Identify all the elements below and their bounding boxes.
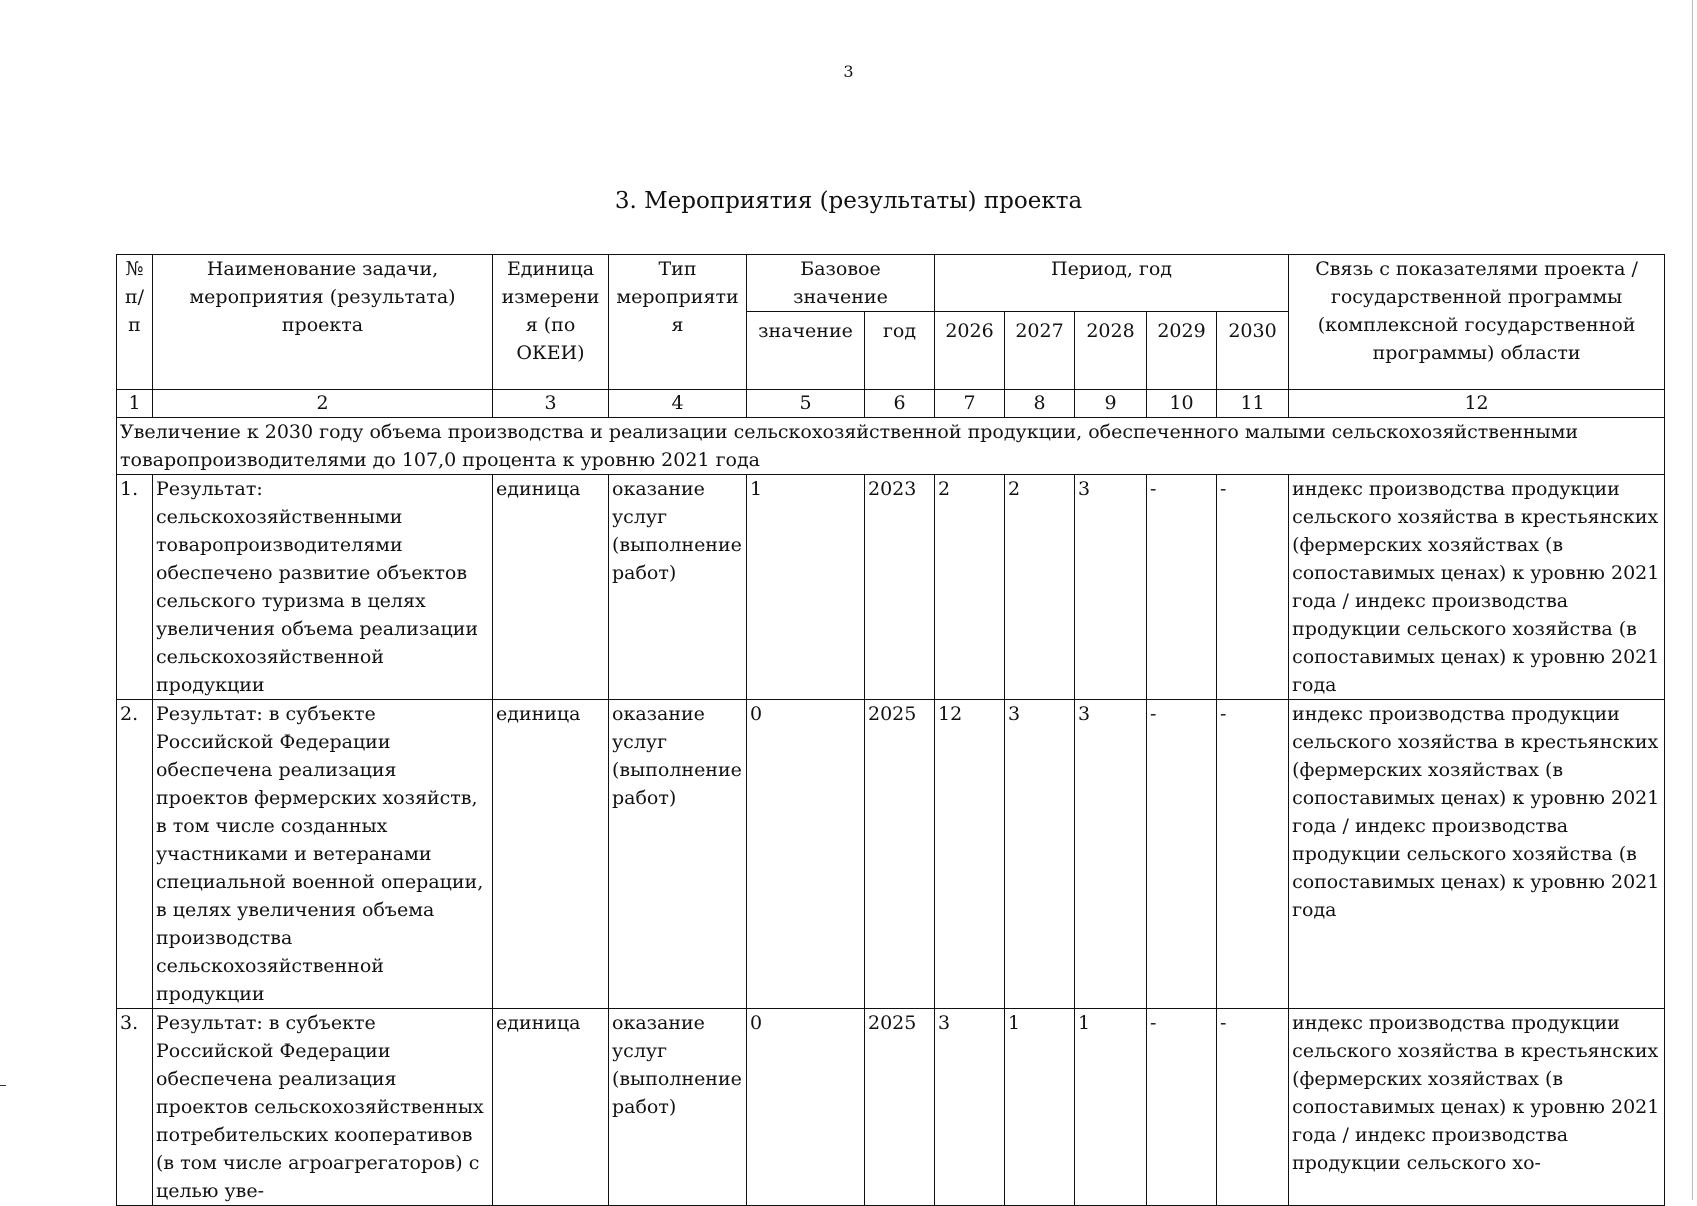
row-2029: - [1147,1009,1217,1206]
row-name: Результат: сельскохозяйственными товаропроизводителями обеспечено развитие объектов сельского туризма в целях увеличения объема реализации сельскохозяйственной продукции [153,475,493,700]
row-link: индекс производства продукции сельского хозяйства в крестьянских (фермерских хозяйствах (в сопоставимых ценах) к уровню 2021 года / индекс производства продукции сельского хозяйства (в сопоставимых ценах) к уровню 2021 года [1289,475,1665,700]
row-name: Результат: в субъекте Российской Федерации обеспечена реализация проектов фермерских хозяйств, в том числе созданных участниками и ветеранами специальной военной операции, в целях увеличения объема производства сельскохозяйственной продукции [153,700,493,1009]
table-row [117,1009,1665,1206]
header-base: Базовое значение [747,255,935,312]
header-year-2028: 2028 [1075,312,1147,390]
header-type: Тип мероприятия [609,255,747,390]
row-name: Результат: в субъекте Российской Федерации обеспечена реализация проектов сельскохозяйственных потребительских кооперативов (в том числе агроагрегаторов) с целью уве- [153,1009,493,1206]
row-type: оказание услуг (выполнение работ) [609,700,747,1009]
header-num: № п/п [117,255,153,390]
projects-table [116,254,1665,1206]
row-base-value: 0 [747,700,865,1009]
row-2028: 1 [1075,1009,1147,1206]
row-unit: единица [493,475,609,700]
column-number: 3 [493,390,609,418]
column-number: 1 [117,390,153,418]
table-row [117,475,1665,700]
row-base-year: 2025 [865,700,935,1009]
row-num: 2. [117,700,153,1009]
row-link: индекс производства продукции сельского хозяйства в крестьянских (фермерских хозяйствах (в сопоставимых ценах) к уровню 2021 года / индекс производства продукции сельского хозяйства (в сопоставимых ценах) к уровню 2021 года [1289,700,1665,1009]
scan-edge-line [1692,0,1693,1200]
row-num: 3. [117,1009,153,1206]
page-number: 3 [843,62,854,81]
column-number: 12 [1289,390,1665,418]
column-number: 8 [1005,390,1075,418]
row-link: индекс производства продукции сельского хозяйства в крестьянских (фермерских хозяйствах (в сопоставимых ценах) к уровню 2021 года / индекс производства продукции сельского хо- [1289,1009,1665,1206]
header-period: Период, год [935,255,1289,312]
row-2027: 1 [1005,1009,1075,1206]
row-unit: единица [493,700,609,1009]
scan-margin-mark [0,1085,6,1086]
row-2028: 3 [1075,475,1147,700]
section-heading: Увеличение к 2030 году объема производства и реализации сельскохозяйственной продукции, обеспеченного малыми сельскохозяйственными товаропроизводителями до 107,0 процента к уровню 2021 года [117,418,1665,475]
column-number: 11 [1217,390,1289,418]
document-title: 3. Мероприятия (результаты) проекта [614,188,1083,214]
header-link: Связь с показателями проекта / государственной программы (комплексной государственной программы) области [1289,255,1665,390]
header-year-2027: 2027 [1005,312,1075,390]
header-year-2026: 2026 [935,312,1005,390]
row-2026: 12 [935,700,1005,1009]
row-2028: 3 [1075,700,1147,1009]
table-row [117,700,1665,1009]
column-number: 7 [935,390,1005,418]
header-name: Наименование задачи, мероприятия (результата) проекта [153,255,493,390]
header-year-2030: 2030 [1217,312,1289,390]
row-2027: 3 [1005,700,1075,1009]
row-num: 1. [117,475,153,700]
header-year-2029: 2029 [1147,312,1217,390]
column-number: 5 [747,390,865,418]
row-2030: - [1217,475,1289,700]
row-base-value: 1 [747,475,865,700]
row-2029: - [1147,700,1217,1009]
row-2027: 2 [1005,475,1075,700]
column-number-row [117,390,1665,418]
row-type: оказание услуг (выполнение работ) [609,1009,747,1206]
header-base-year: год [865,312,935,390]
row-base-year: 2025 [865,1009,935,1206]
row-unit: единица [493,1009,609,1206]
row-2026: 2 [935,475,1005,700]
row-base-year: 2023 [865,475,935,700]
column-number: 2 [153,390,493,418]
column-number: 10 [1147,390,1217,418]
column-number: 4 [609,390,747,418]
column-number: 9 [1075,390,1147,418]
header-unit: Единица измерения (по ОКЕИ) [493,255,609,390]
row-2030: - [1217,700,1289,1009]
row-type: оказание услуг (выполнение работ) [609,475,747,700]
row-2029: - [1147,475,1217,700]
row-2030: - [1217,1009,1289,1206]
header-base-value: значение [747,312,865,390]
column-number: 6 [865,390,935,418]
row-2026: 3 [935,1009,1005,1206]
row-base-value: 0 [747,1009,865,1206]
